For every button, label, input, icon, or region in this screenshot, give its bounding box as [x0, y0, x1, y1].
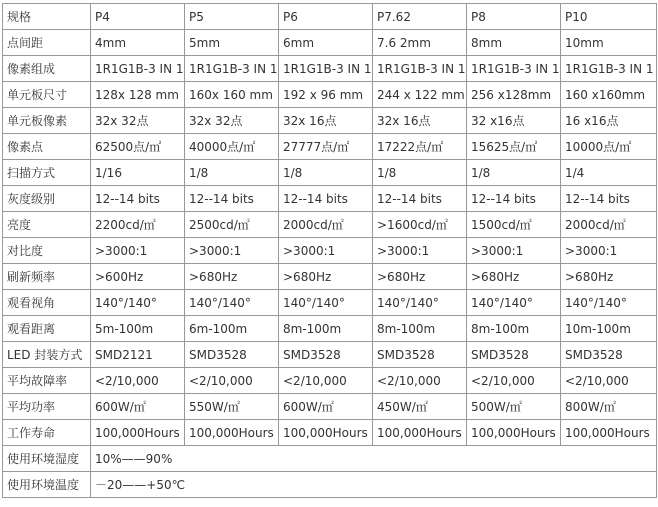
table-cell: 1/8 — [373, 160, 467, 186]
table-cell: >680Hz — [467, 264, 561, 290]
table-cell: >680Hz — [561, 264, 657, 290]
table-cell: 1R1G1B-3 IN 1 — [561, 56, 657, 82]
row-label-cell: LED 封装方式 — [3, 342, 91, 368]
table-cell: >3000:1 — [561, 238, 657, 264]
table-cell: 6mm — [279, 30, 373, 56]
table-cell: >3000:1 — [279, 238, 373, 264]
table-cell: 12--14 bits — [561, 186, 657, 212]
row-label-cell: 平均功率 — [3, 394, 91, 420]
table-cell: 128x 128 mm — [91, 82, 185, 108]
row-label-cell: 单元板像素 — [3, 108, 91, 134]
row-label-cell: 亮度 — [3, 212, 91, 238]
table-cell: 4mm — [91, 30, 185, 56]
row-label-cell: 平均故障率 — [3, 368, 91, 394]
table-cell: 12--14 bits — [91, 186, 185, 212]
table-cell: SMD3528 — [467, 342, 561, 368]
header-model-cell: P6 — [279, 4, 373, 30]
table-cell: 1R1G1B-3 IN 1 — [467, 56, 561, 82]
table-row — [3, 30, 657, 56]
table-row — [3, 108, 657, 134]
table-row — [3, 472, 657, 498]
table-cell: <2/10,000 — [561, 368, 657, 394]
header-model-cell: P7.62 — [373, 4, 467, 30]
table-row — [3, 342, 657, 368]
row-label-cell: 像素点 — [3, 134, 91, 160]
row-label-cell: 观看距离 — [3, 316, 91, 342]
row-label-cell: 像素组成 — [3, 56, 91, 82]
table-row — [3, 446, 657, 472]
table-cell: 600W/㎡ — [279, 394, 373, 420]
table-cell: 140°/140° — [91, 290, 185, 316]
table-cell: 2000cd/㎡ — [561, 212, 657, 238]
table-row — [3, 290, 657, 316]
table-cell: 800W/㎡ — [561, 394, 657, 420]
table-cell: >680Hz — [373, 264, 467, 290]
table-cell: SMD3528 — [279, 342, 373, 368]
table-cell: 16 x16点 — [561, 108, 657, 134]
table-cell: 100,000Hours — [185, 420, 279, 446]
table-cell: 32x 16点 — [373, 108, 467, 134]
table-cell: 1R1G1B-3 IN 1 — [373, 56, 467, 82]
header-model-cell: P5 — [185, 4, 279, 30]
table-cell: 62500点/㎡ — [91, 134, 185, 160]
table-cell: 2000cd/㎡ — [279, 212, 373, 238]
table-row — [3, 212, 657, 238]
table-cell: 500W/㎡ — [467, 394, 561, 420]
table-row — [3, 420, 657, 446]
table-cell: <2/10,000 — [373, 368, 467, 394]
table-cell: 192 x 96 mm — [279, 82, 373, 108]
spec-table — [2, 3, 657, 498]
table-header-row — [3, 4, 657, 30]
table-cell: 160x 160 mm — [185, 82, 279, 108]
table-cell: >680Hz — [279, 264, 373, 290]
table-cell: SMD3528 — [185, 342, 279, 368]
table-cell: >3000:1 — [185, 238, 279, 264]
row-label-cell: 观看视角 — [3, 290, 91, 316]
table-cell: <2/10,000 — [467, 368, 561, 394]
table-cell: 40000点/㎡ — [185, 134, 279, 160]
table-row — [3, 160, 657, 186]
table-cell: 244 x 122 mm — [373, 82, 467, 108]
table-cell: 5m-100m — [91, 316, 185, 342]
table-cell: 1R1G1B-3 IN 1 — [185, 56, 279, 82]
table-cell: SMD3528 — [373, 342, 467, 368]
table-cell: 27777点/㎡ — [279, 134, 373, 160]
table-cell: 32x 32点 — [91, 108, 185, 134]
table-cell: <2/10,000 — [185, 368, 279, 394]
table-cell: 7.6 2mm — [373, 30, 467, 56]
row-label-cell: 单元板尺寸 — [3, 82, 91, 108]
table-cell: 100,000Hours — [467, 420, 561, 446]
table-cell: 140°/140° — [279, 290, 373, 316]
table-cell: >680Hz — [185, 264, 279, 290]
table-cell: 8mm — [467, 30, 561, 56]
spec-table-body — [3, 4, 657, 498]
table-cell: 32 x16点 — [467, 108, 561, 134]
row-label-cell: 使用环境湿度 — [3, 446, 91, 472]
table-cell: 1/16 — [91, 160, 185, 186]
table-cell: 12--14 bits — [467, 186, 561, 212]
table-row — [3, 368, 657, 394]
table-cell: 12--14 bits — [279, 186, 373, 212]
table-row — [3, 186, 657, 212]
table-cell: >600Hz — [91, 264, 185, 290]
table-row — [3, 394, 657, 420]
table-cell: 10000点/㎡ — [561, 134, 657, 160]
header-model-cell: P8 — [467, 4, 561, 30]
table-row — [3, 264, 657, 290]
table-cell-merged: －20——+50℃ — [91, 472, 657, 498]
table-cell: 1R1G1B-3 IN 1 — [91, 56, 185, 82]
row-label-cell: 点间距 — [3, 30, 91, 56]
table-cell: 600W/㎡ — [91, 394, 185, 420]
table-cell: 256 x128mm — [467, 82, 561, 108]
table-cell: 2500cd/㎡ — [185, 212, 279, 238]
table-cell: 10mm — [561, 30, 657, 56]
table-cell: 15625点/㎡ — [467, 134, 561, 160]
table-cell: 160 x160mm — [561, 82, 657, 108]
table-cell: 100,000Hours — [279, 420, 373, 446]
table-cell: 1R1G1B-3 IN 1 — [279, 56, 373, 82]
table-cell: 8m-100m — [279, 316, 373, 342]
table-cell: 450W/㎡ — [373, 394, 467, 420]
table-cell: 1500cd/㎡ — [467, 212, 561, 238]
table-row — [3, 82, 657, 108]
table-cell: >3000:1 — [91, 238, 185, 264]
table-cell: 32x 16点 — [279, 108, 373, 134]
table-cell: 10m-100m — [561, 316, 657, 342]
table-cell: 140°/140° — [561, 290, 657, 316]
table-cell: 1/4 — [561, 160, 657, 186]
table-cell: 12--14 bits — [373, 186, 467, 212]
table-cell: 8m-100m — [467, 316, 561, 342]
table-cell: SMD3528 — [561, 342, 657, 368]
table-cell: >1600cd/㎡ — [373, 212, 467, 238]
table-cell: >3000:1 — [467, 238, 561, 264]
table-cell: SMD2121 — [91, 342, 185, 368]
table-cell: 12--14 bits — [185, 186, 279, 212]
table-cell: <2/10,000 — [91, 368, 185, 394]
table-row — [3, 134, 657, 160]
table-cell: 140°/140° — [373, 290, 467, 316]
table-row — [3, 238, 657, 264]
row-label-cell: 工作寿命 — [3, 420, 91, 446]
table-cell: 2200cd/㎡ — [91, 212, 185, 238]
table-cell: 5mm — [185, 30, 279, 56]
header-model-cell: P10 — [561, 4, 657, 30]
row-label-cell: 扫描方式 — [3, 160, 91, 186]
table-cell: 140°/140° — [185, 290, 279, 316]
table-row — [3, 56, 657, 82]
table-cell: 32x 32点 — [185, 108, 279, 134]
table-cell: 6m-100m — [185, 316, 279, 342]
table-cell: 100,000Hours — [91, 420, 185, 446]
table-cell: <2/10,000 — [279, 368, 373, 394]
table-row — [3, 316, 657, 342]
table-cell: 8m-100m — [373, 316, 467, 342]
table-cell: 1/8 — [185, 160, 279, 186]
header-label-cell: 规格 — [3, 4, 91, 30]
table-cell: 17222点/㎡ — [373, 134, 467, 160]
table-cell: 1/8 — [467, 160, 561, 186]
table-cell: 140°/140° — [467, 290, 561, 316]
table-cell: 550W/㎡ — [185, 394, 279, 420]
table-cell: >3000:1 — [373, 238, 467, 264]
row-label-cell: 灰度级别 — [3, 186, 91, 212]
row-label-cell: 使用环境温度 — [3, 472, 91, 498]
table-cell-merged: 10%——90% — [91, 446, 657, 472]
table-cell: 100,000Hours — [561, 420, 657, 446]
header-model-cell: P4 — [91, 4, 185, 30]
row-label-cell: 对比度 — [3, 238, 91, 264]
table-cell: 1/8 — [279, 160, 373, 186]
table-cell: 100,000Hours — [373, 420, 467, 446]
row-label-cell: 刷新频率 — [3, 264, 91, 290]
